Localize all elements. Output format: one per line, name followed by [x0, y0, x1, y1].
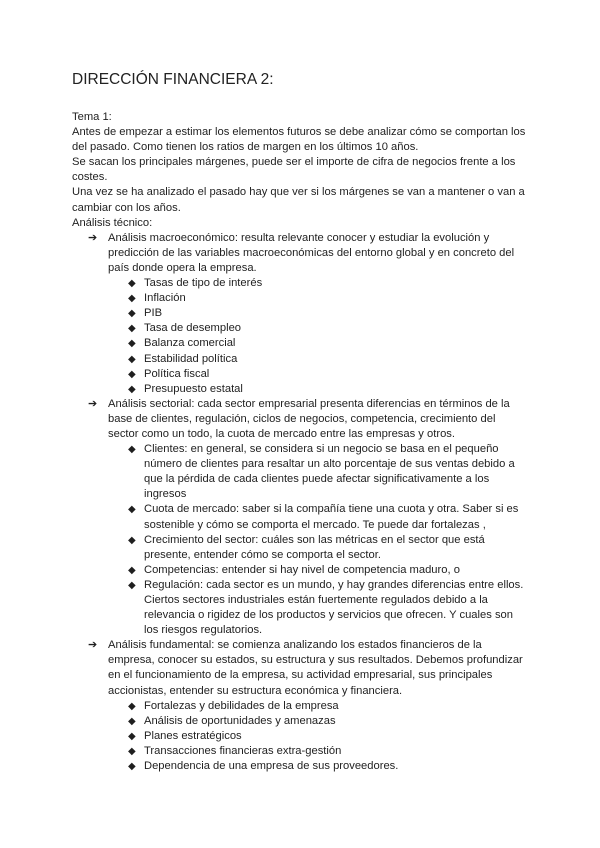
- section-text: Análisis fundamental: se comienza analizando los estados financieros de la empresa, conocer su estados, su estructura y sus resultados. Debemos profundizar en el funcionamiento de la empresa, su actividad empresarial, sus principales accionistas, entender su estructura económica y financiera.: [108, 639, 523, 697]
- list-item-text: Análisis de oportunidades y amenazas: [144, 714, 336, 727]
- sub-list: [108, 442, 528, 638]
- list-item-text: Regulación: cada sector es un mundo, y hay grandes diferencias entre ellos. Ciertos sectores industriales están fuertemente regulados debido a la relevancia o rigidez de los productos y servicios que ofrecen. Y cuales son los riesgos regulatorios.: [144, 578, 524, 637]
- diamond-bullet-icon: ◆: [128, 444, 136, 456]
- list-item: [108, 321, 528, 336]
- list-item-text: Estabilidad política: [144, 352, 238, 365]
- diamond-bullet-icon: ◆: [128, 730, 136, 742]
- arrow-bullet-icon: ➔: [88, 397, 98, 410]
- list-item-text: Fortalezas y debilidades de la empresa: [144, 699, 339, 712]
- list-item: [108, 759, 528, 774]
- list-item-text: Inflación: [144, 292, 186, 305]
- intro-paragraph: Tema 1:: [72, 111, 112, 123]
- list-item: [108, 306, 528, 321]
- section-text: Análisis macroeconómico: resulta relevante conocer y estudiar la evolución y predicción de las variables macroeconómicas del entorno global y en concreto del país donde opera la empresa.: [108, 231, 515, 274]
- intro-paragraph: Análisis técnico:: [72, 216, 153, 229]
- analysis-list: [72, 231, 528, 774]
- diamond-bullet-icon: ◆: [128, 353, 136, 365]
- arrow-bullet-icon: ➔: [88, 639, 98, 652]
- diamond-bullet-icon: ◆: [128, 293, 136, 305]
- section-macroeconomic: [72, 231, 528, 397]
- document-title: DIRECCIÓN FINANCIERA 2:: [72, 71, 274, 88]
- list-item-text: Política fiscal: [144, 367, 210, 380]
- list-item: [108, 336, 528, 351]
- sub-list: [108, 699, 528, 774]
- diamond-bullet-icon: ◆: [128, 338, 136, 350]
- document-page: [72, 70, 528, 774]
- list-item: [108, 714, 528, 729]
- intro-paragraph: Antes de empezar a estimar los elementos futuros se debe analizar cómo se comportan los del pasado. Como tienen los ratios de margen en los últimos 10 años.: [72, 126, 526, 154]
- list-item-text: Balanza comercial: [144, 337, 236, 350]
- diamond-bullet-icon: ◆: [128, 761, 136, 773]
- section-fundamental: [72, 638, 528, 774]
- diamond-bullet-icon: ◆: [128, 745, 136, 757]
- list-item-text: Tasa de desempleo: [144, 322, 242, 335]
- list-item-text: Clientes: en general, se considera si un negocio se basa en el pequeño número de clientes para resaltar un alto porcentaje de sus ventas debido a que la pérdida de cada clientes puede afectar significativamente a los ingresos: [144, 443, 515, 501]
- intro-paragraph: Una vez se ha analizado el pasado hay que ver si los márgenes se van a mantener o van a cambiar con los años.: [72, 186, 525, 214]
- diamond-bullet-icon: ◆: [128, 579, 136, 591]
- list-item: [108, 382, 528, 397]
- list-item-text: Planes estratégicos: [144, 729, 242, 742]
- diamond-bullet-icon: ◆: [128, 368, 136, 380]
- list-item: [108, 744, 528, 759]
- list-item-text: Competencias: entender si hay nivel de competencia maduro, o: [144, 563, 460, 576]
- list-item: [108, 729, 528, 744]
- list-item-text: Cuota de mercado: saber si la compañía tiene una cuota y otra. Saber si es sostenible y cómo se comporta el mercado. Te puede dar fortalezas ,: [144, 503, 519, 531]
- intro-paragraph: Se sacan los principales márgenes, puede ser el importe de cifra de negocios frente a los costes.: [72, 156, 516, 184]
- section-text: Análisis sectorial: cada sector empresarial presenta diferencias en términos de la base de clientes, regulación, ciclos de negocios, competencia, crecimiento del sector como un todo, la cuota de mercado entre las empresas y otros.: [108, 397, 510, 440]
- diamond-bullet-icon: ◆: [128, 564, 136, 576]
- sub-list: [108, 276, 528, 397]
- diamond-bullet-icon: ◆: [128, 504, 136, 516]
- list-item: [108, 442, 528, 502]
- diamond-bullet-icon: ◆: [128, 278, 136, 290]
- list-item: [108, 276, 528, 291]
- list-item-text: Crecimiento del sector: cuáles son las métricas en el sector que está presente, entender cómo se comporta el sector.: [144, 533, 485, 561]
- list-item-text: Transacciones financieras extra-gestión: [144, 744, 342, 757]
- list-item: [108, 502, 528, 532]
- list-item: [108, 352, 528, 367]
- intro-block: [72, 110, 528, 231]
- list-item: [108, 291, 528, 306]
- diamond-bullet-icon: ◆: [128, 323, 136, 335]
- list-item: [108, 699, 528, 714]
- diamond-bullet-icon: ◆: [128, 308, 136, 320]
- arrow-bullet-icon: ➔: [88, 231, 98, 244]
- diamond-bullet-icon: ◆: [128, 715, 136, 727]
- list-item: [108, 578, 528, 638]
- list-item-text: Presupuesto estatal: [144, 382, 243, 395]
- list-item: [108, 367, 528, 382]
- section-sectorial: [72, 397, 528, 639]
- list-item-text: PIB: [144, 307, 163, 320]
- diamond-bullet-icon: ◆: [128, 383, 136, 395]
- diamond-bullet-icon: ◆: [128, 534, 136, 546]
- list-item: [108, 563, 528, 578]
- diamond-bullet-icon: ◆: [128, 700, 136, 712]
- list-item-text: Tasas de tipo de interés: [144, 277, 263, 290]
- list-item-text: Dependencia de una empresa de sus proveedores.: [144, 760, 399, 773]
- list-item: [108, 533, 528, 563]
